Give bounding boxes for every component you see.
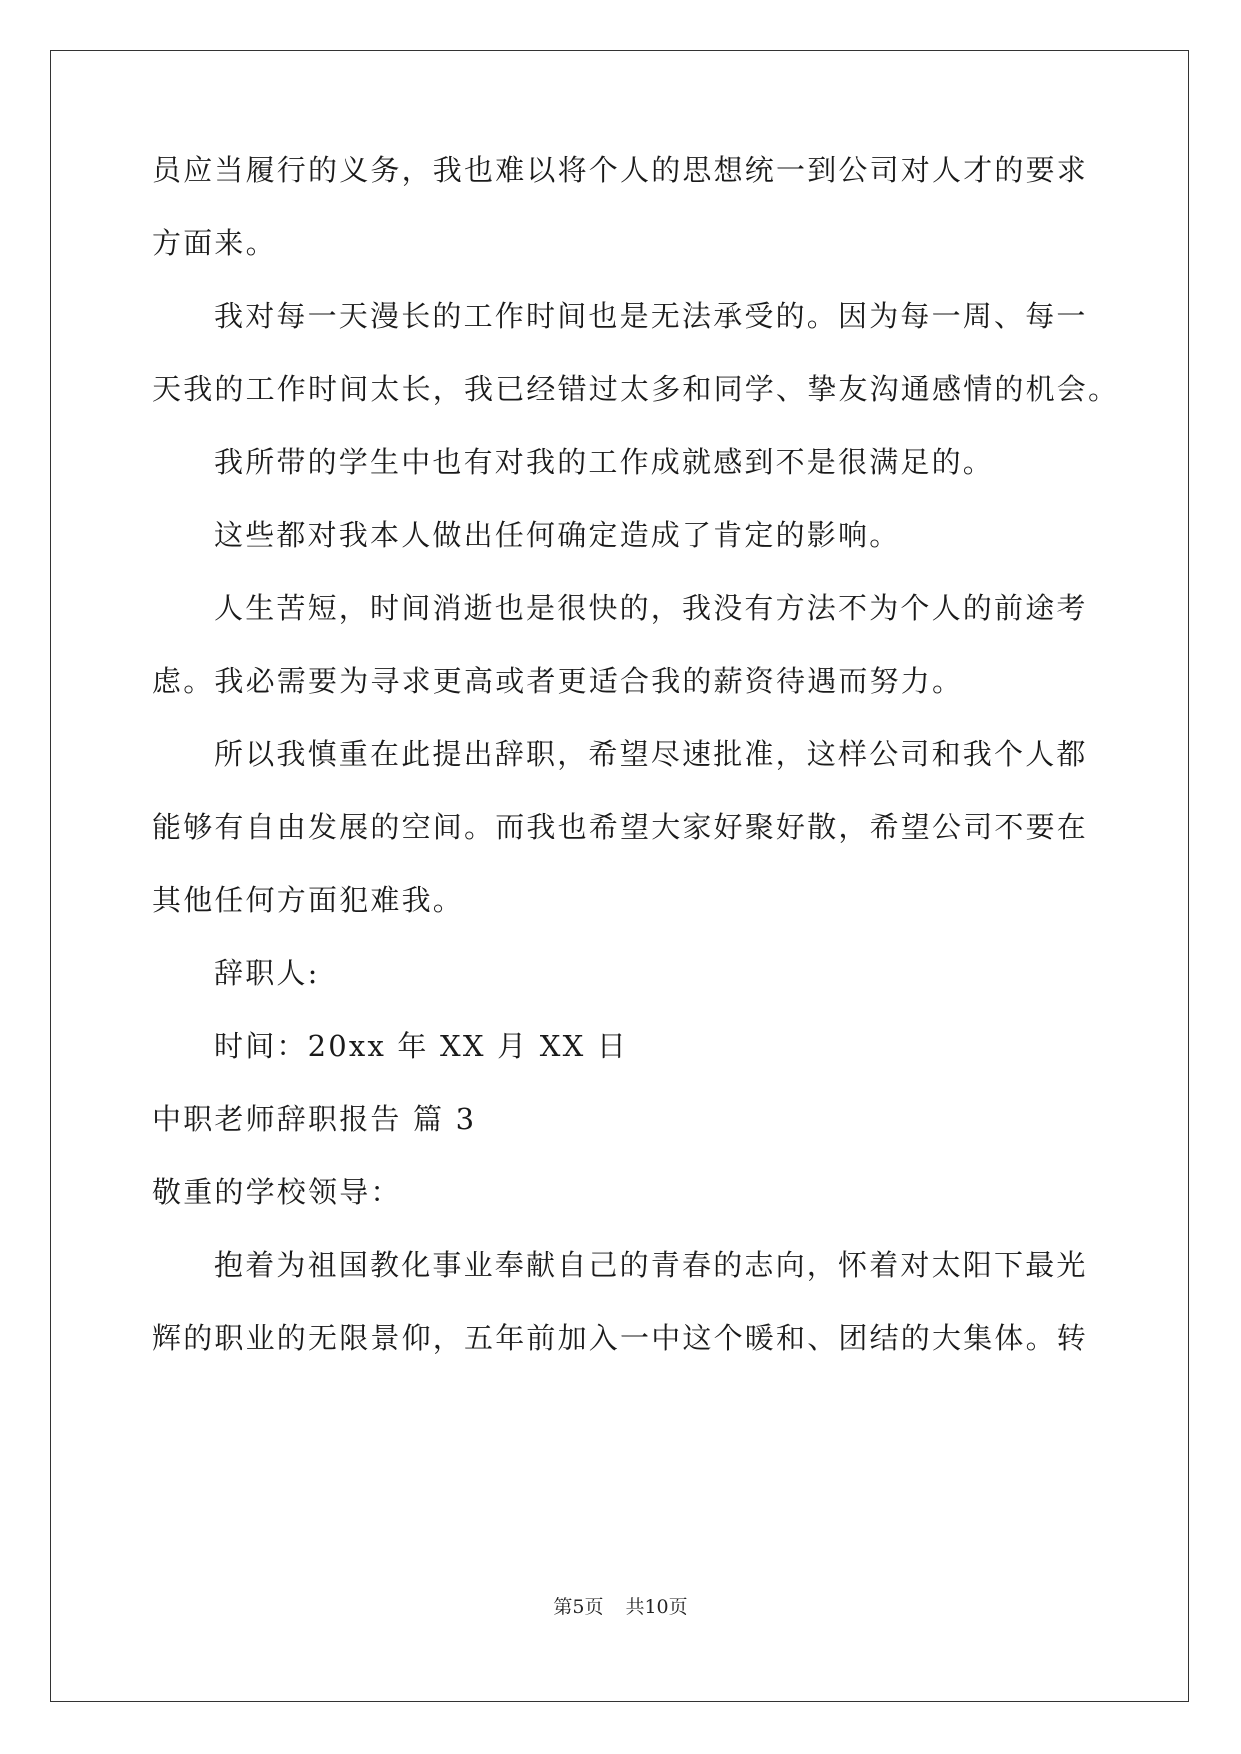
salutation: 敬重的学校领导：: [152, 1175, 402, 1209]
section-heading: 中职老师辞职报告 篇 3: [152, 1102, 477, 1136]
text-line: 能够有自由发展的空间。而我也希望大家好聚好散，希望公司不要在: [152, 810, 1089, 844]
date-line: 时间：20xx 年 XX 月 XX 日: [214, 1029, 629, 1063]
text-line: 天我的工作时间太长，我已经错过太多和同学、挚友沟通感情的机会。: [152, 372, 1120, 406]
text-line: 虑。我必需要为寻求更高或者更适合我的薪资待遇而努力。: [152, 664, 964, 698]
text-line: 其他任何方面犯难我。: [152, 883, 465, 917]
paragraph-line: 抱着为祖国教化事业奉献自己的青春的志向，怀着对太阳下最光: [214, 1248, 1088, 1282]
signature-label: 辞职人:: [214, 956, 320, 990]
text-line: 员应当履行的义务，我也难以将个人的思想统一到公司对人才的要求: [152, 153, 1089, 187]
text-line: 辉的职业的无限景仰，五年前加入一中这个暖和、团结的大集体。转: [152, 1321, 1089, 1355]
paragraph-line: 所以我慎重在此提出辞职，希望尽速批准，这样公司和我个人都: [214, 737, 1088, 771]
paragraph-line: 这些都对我本人做出任何确定造成了肯定的影响。: [214, 518, 901, 552]
paragraph-line: 人生苦短，时间消逝也是很快的，我没有方法不为个人的前途考: [214, 591, 1088, 625]
text-line: 方面来。: [152, 226, 277, 260]
page-footer: [0, 1595, 1241, 1619]
current-page-label: 第5页: [553, 1596, 604, 1618]
paragraph-line: 我所带的学生中也有对我的工作成就感到不是很满足的。: [214, 445, 995, 479]
paragraph-line: 我对每一天漫长的工作时间也是无法承受的。因为每一周、每一: [214, 299, 1088, 333]
total-pages-label: 共10页: [625, 1596, 688, 1618]
